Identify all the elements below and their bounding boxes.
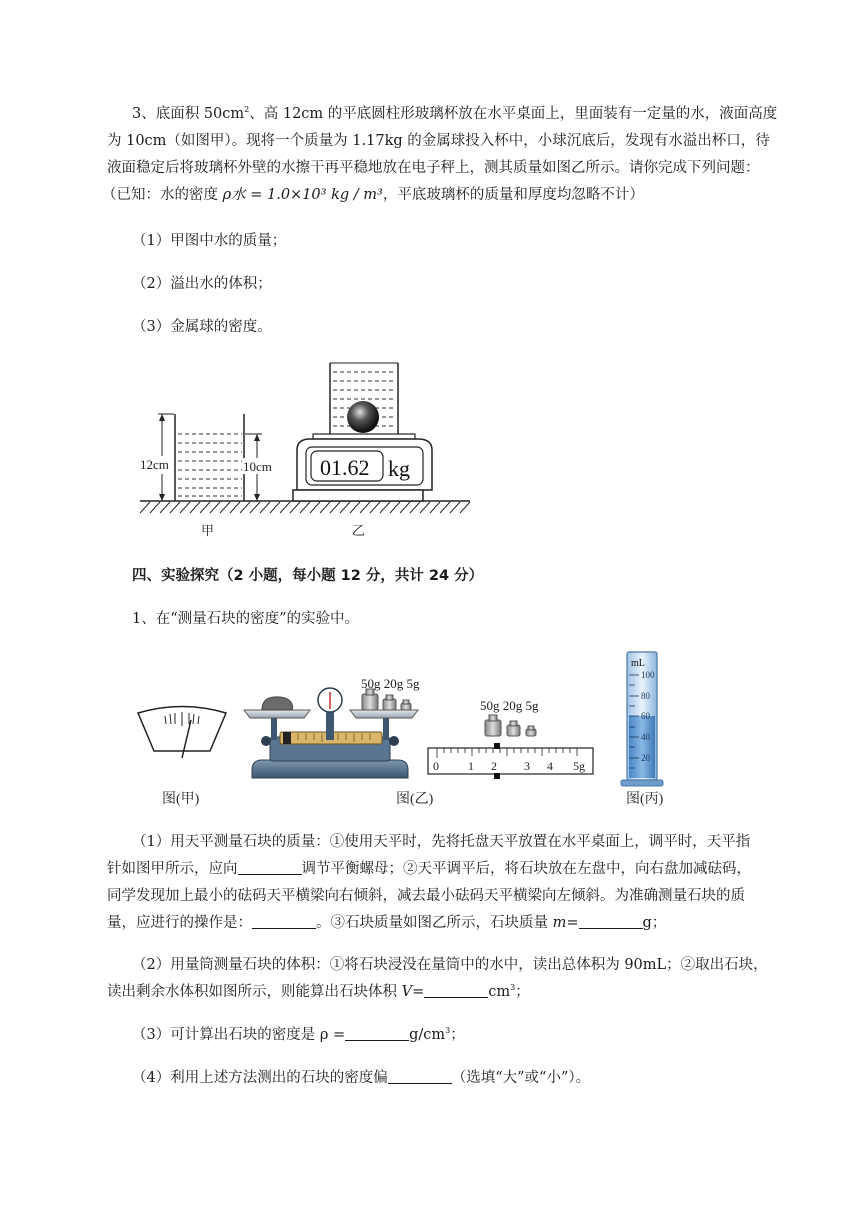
cylinder-unit: mL	[631, 658, 645, 669]
weights-set	[485, 715, 536, 736]
ruler-tick-2: 2	[491, 759, 497, 773]
exp-q1-line3: 同学发现加上最小的砝码天平横梁向右倾斜，减去最小砝码天平横梁向左倾斜。为准确测量石块的质	[107, 888, 745, 904]
cyl-tick-80: 80	[641, 691, 650, 701]
electronic-scale	[293, 363, 432, 501]
exp-q4: （4）利用上述方法测出的石块的密度偏 （选填“大”或“小”）。	[132, 1070, 591, 1086]
stone	[262, 697, 293, 710]
scale-reading: 01.62	[320, 455, 370, 480]
label-12cm: 12cm	[140, 457, 169, 472]
label-10cm: 10cm	[243, 459, 272, 474]
problem3-line2: 为 10cm（如图甲）。现将一个质量为 1.17kg 的金属球投入杯中，小球沉底后，发现有水溢出杯口，待	[107, 133, 770, 149]
problem3-question2: （2）溢出水的体积；	[132, 276, 272, 292]
answer-blank-density[interactable]	[345, 1026, 409, 1041]
exp-q2-line2: 读出剩余水体积如图所示，则能算出石块体积 $V= cm^3$；	[107, 983, 530, 1000]
problem3-question3: （3）金属球的密度。	[132, 319, 272, 335]
problem3-line4: （已知：水的密度 ρ水 = 1.0×10³ kg / m³，平底玻璃杯的质量和厚度均忽略不计）	[102, 187, 644, 203]
rider-marker	[494, 743, 500, 749]
answer-blank-operation[interactable]	[252, 914, 316, 929]
problem3-line3: 液面稳定后将玻璃杯外壁的水擦干再平稳地放在电子秤上，测其质量如图乙所示。请你完成下列问题：	[107, 160, 760, 176]
metal-ball	[347, 401, 379, 433]
ground-hatching	[140, 501, 470, 513]
figure-balance-experiment	[0, 648, 860, 813]
scale-unit: kg	[388, 456, 410, 481]
problem3-line1: 3、底面积 $50cm^2$、高 12cm 的平底圆柱形玻璃杯放在水平桌面上，里面装有一定量的水，液面高度	[132, 105, 778, 122]
caption-yi: 乙	[352, 524, 366, 539]
exp-q3: （3）可计算出石块的密度是 $\rho = g/cm^3$；	[132, 1026, 465, 1043]
exp-q2-line1: （2）用量筒测量石块的体积：①将石块浸没在量筒中的水中，读出总体积为 90mL；②取出石块，	[132, 957, 768, 973]
section4-heading: 四、实验探究（2 小题，每小题 12 分，共计 24 分）	[132, 568, 484, 584]
cyl-tick-60: 60	[641, 711, 650, 721]
answer-blank-volume[interactable]	[424, 983, 488, 998]
figure-cup-and-scale	[0, 350, 860, 540]
section4-intro: 1、在“测量石块的密度”的实验中。	[132, 611, 360, 627]
answer-blank-direction[interactable]	[238, 860, 302, 875]
rider-ruler	[428, 743, 593, 779]
problem3-question1: （1）甲图中水的质量；	[132, 233, 287, 249]
cyl-tick-20: 20	[641, 753, 650, 763]
ruler-tick-0: 0	[433, 759, 439, 773]
balance-scale	[244, 688, 418, 778]
exp-q1-line4: 量，应进行的操作是： 。③石块质量如图乙所示，石块质量 m= g；	[107, 915, 667, 931]
ruler-tick-1: 1	[468, 759, 474, 773]
exp-q1-line1: （1）用天平测量石块的质量：①使用天平时，先将托盘天平放置在水平桌面上，调平时，天平指	[132, 834, 751, 850]
caption-fig-bing: 图(丙)	[626, 792, 664, 807]
ruler-tick-4: 4	[547, 759, 553, 773]
answer-blank-mass[interactable]	[579, 914, 643, 929]
caption-jia: 甲	[201, 524, 215, 539]
caption-fig-yi: 图(乙)	[396, 792, 434, 807]
exp-q1-line2: 针如图甲所示，应向 调节平衡螺母；②天平调平后，将石块放在左盘中，向右盘加减砝码，	[107, 861, 751, 877]
ruler-tick-3: 3	[524, 759, 530, 773]
weights-label-set: 50g 20g 5g	[480, 698, 539, 713]
answer-blank-bias[interactable]	[388, 1069, 452, 1084]
caption-fig-jia: 图(甲)	[162, 792, 200, 807]
ruler-tick-5g: 5g	[573, 759, 585, 773]
cyl-tick-100: 100	[641, 670, 655, 680]
weights-label-pan: 50g 20g 5g	[361, 676, 420, 691]
cyl-tick-40: 40	[641, 732, 650, 742]
balance-pointer-dial	[138, 707, 226, 759]
density-formula: ρ水 = 1.0×10³ kg / m³	[222, 187, 383, 203]
